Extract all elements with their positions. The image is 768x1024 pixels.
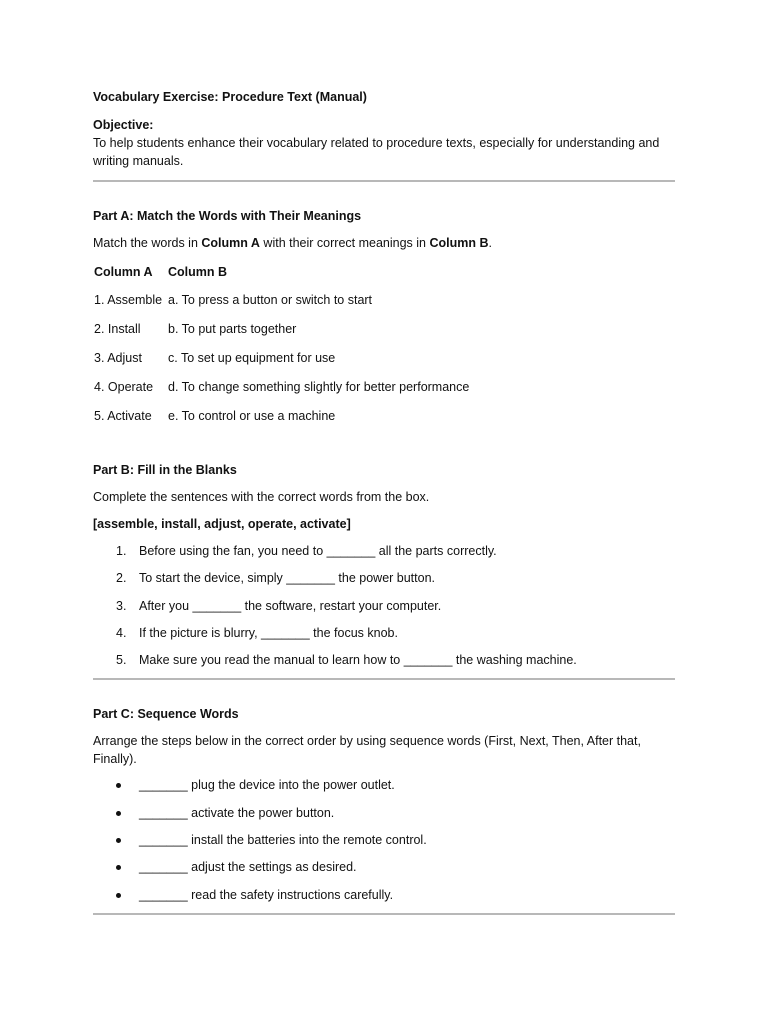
objective-text: To help students enhance their vocabulary related to procedure texts, especially for understanding and writing manuals.: [93, 136, 660, 168]
word-box: [assemble, install, adjust, operate, activate]: [93, 517, 351, 531]
item-text: Make sure you read the manual to learn how to _______ the washing machine.: [139, 653, 577, 668]
column-a-cell: 4. Operate: [94, 379, 154, 394]
bullet-icon: [116, 838, 121, 843]
bullet-icon: [116, 893, 121, 898]
column-b-cell: a. To press a button or switch to start: [168, 292, 373, 307]
column-a-cell: 5. Activate: [94, 408, 152, 423]
table-row: [94, 372, 469, 401]
fill-blank-list: [93, 542, 675, 669]
part-c-heading: Part C: Sequence Words: [93, 707, 239, 722]
item-text: Before using the fan, you need to _______ all the parts correctly.: [139, 544, 497, 558]
item-number: 2.: [116, 571, 127, 586]
column-a-cell: 2. Install: [94, 321, 141, 336]
list-item: [93, 542, 675, 560]
bullet-icon: [116, 811, 121, 816]
section-divider: [93, 180, 675, 182]
column-b-header: Column B: [168, 265, 228, 279]
column-b-cell: d. To change something slightly for better performance: [168, 379, 470, 394]
matching-table: [94, 261, 469, 430]
section-divider: [93, 678, 675, 680]
list-item: [93, 776, 675, 794]
list-item: [93, 569, 675, 587]
part-b-instruction: Complete the sentences with the correct words from the box.: [93, 490, 430, 504]
sequence-list: [93, 776, 675, 903]
section-divider: [93, 913, 675, 915]
list-item: [93, 831, 675, 849]
column-b-cell: e. To control or use a machine: [168, 408, 336, 423]
list-item: [93, 886, 675, 904]
item-number: 5.: [116, 653, 127, 668]
column-b-cell: c. To set up equipment for use: [168, 350, 336, 365]
column-b-cell: b. To put parts together: [168, 321, 297, 336]
table-row: [94, 343, 469, 372]
item-text: After you _______ the software, restart your computer.: [139, 598, 442, 613]
objective-label: Objective:: [93, 118, 154, 132]
item-text: _______ adjust the settings as desired.: [139, 860, 357, 875]
column-a-header: Column A: [94, 265, 153, 279]
bullet-icon: [116, 783, 121, 788]
part-a-heading: Part A: Match the Words with Their Meanings: [93, 209, 362, 223]
list-item: [93, 858, 675, 876]
document-page: [93, 88, 675, 915]
table-row: [94, 314, 469, 343]
list-item: [93, 651, 675, 669]
document-title: Vocabulary Exercise: Procedure Text (Manual): [93, 90, 367, 104]
part-a-instruction: Match the words in Column A with their correct meanings in Column B.: [93, 236, 492, 250]
table-header-row: [94, 261, 469, 285]
column-a-cell: 1. Assemble: [94, 292, 163, 307]
column-a-cell: 3. Adjust: [94, 350, 142, 365]
table-row: [94, 285, 469, 314]
part-c-instruction: Arrange the steps below in the correct order by using sequence words (First, Next, Then, After that, Finally).: [93, 734, 641, 767]
item-text: _______ install the batteries into the remote control.: [139, 833, 427, 848]
item-text: _______ activate the power button.: [139, 805, 335, 820]
list-item: [93, 597, 675, 615]
part-b-heading: Part B: Fill in the Blanks: [93, 463, 237, 477]
list-item: [93, 624, 675, 642]
item-text: _______ plug the device into the power outlet.: [139, 778, 395, 793]
item-text: If the picture is blurry, _______ the focus knob.: [139, 625, 398, 640]
bullet-icon: [116, 865, 121, 870]
item-number: 4.: [116, 625, 127, 640]
item-text: To start the device, simply _______ the power button.: [139, 571, 436, 586]
item-number: 1.: [116, 544, 127, 558]
item-number: 3.: [116, 598, 127, 613]
item-text: _______ read the safety instructions carefully.: [139, 887, 394, 902]
table-row: [94, 401, 469, 430]
list-item: [93, 804, 675, 822]
